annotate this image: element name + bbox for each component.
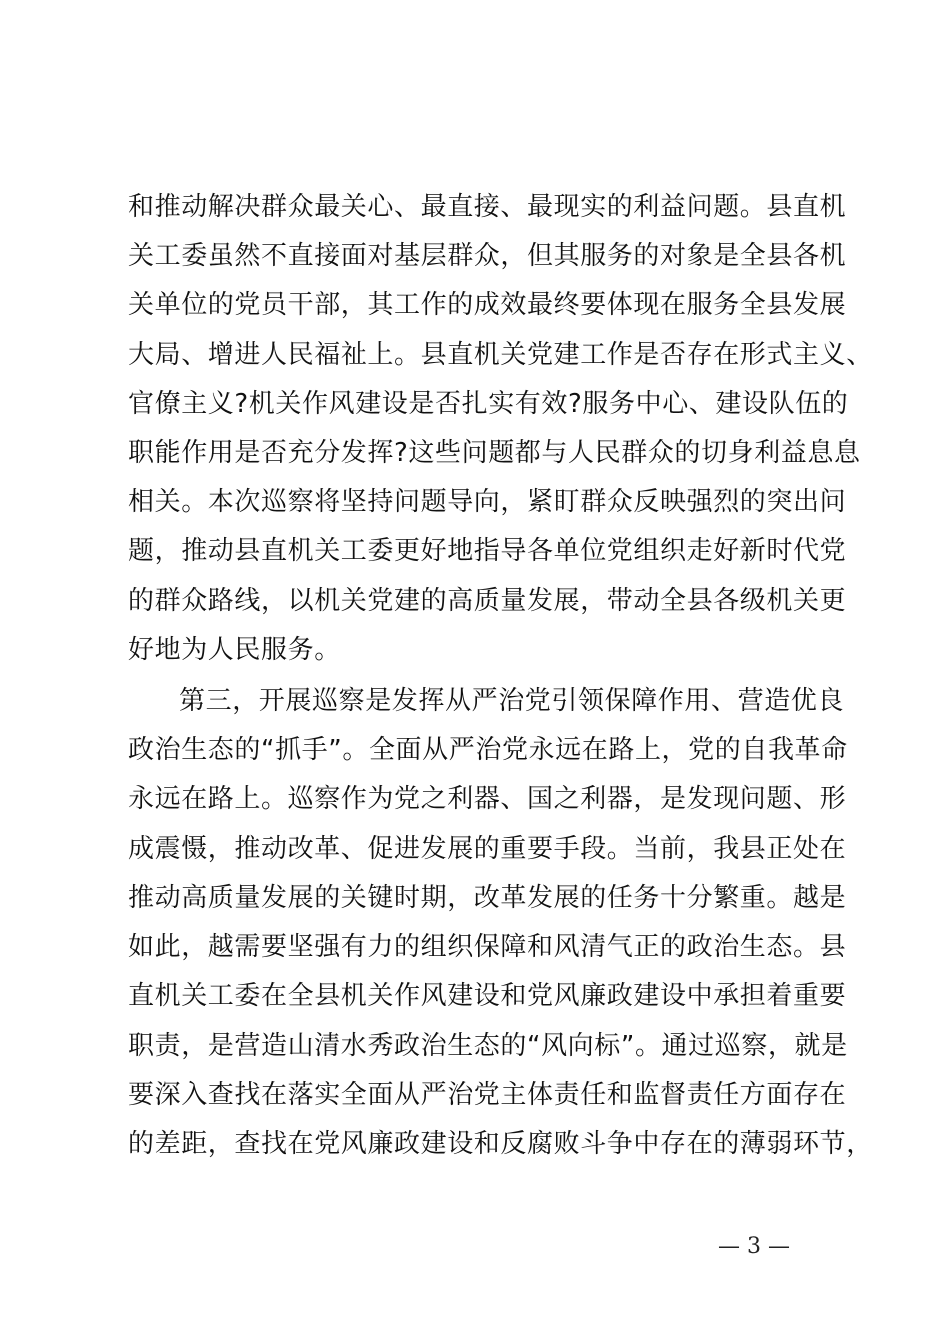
text-line: 关工委虽然不直接面对基层群众，但其服务的对象是全县各机 (128, 241, 847, 271)
text-line: 的群众路线，以机关党建的高质量发展，带动全县各级机关更 (128, 586, 847, 616)
text-line: 第三，开展巡察是发挥从严治党引领保障作用、营造优良 (179, 686, 845, 716)
text-line: 大局、增进人民福祉上。县直机关党建工作是否存在形式主义、 (128, 340, 873, 370)
text-line: 的差距，查找在党风廉政建设和反腐败斗争中存在的薄弱环节， (128, 1129, 873, 1159)
text-line: 职责，是营造山清水秀政治生态的“风向标”。通过巡察，就是 (128, 1031, 848, 1061)
text-line: 如此，越需要坚强有力的组织保障和风清气正的政治生态。县 (128, 932, 847, 962)
text-line: 关单位的党员干部，其工作的成效最终要体现在服务全县发展 (128, 290, 847, 320)
text-line: 要深入查找在落实全面从严治党主体责任和监督责任方面存在 (128, 1080, 847, 1110)
text-line: 官僚主义?机关作风建设是否扎实有效?服务中心、建设队伍的 (128, 389, 849, 419)
text-line: 题，推动县直机关工委更好地指导各单位党组织走好新时代党 (128, 536, 847, 566)
text-line: 永远在路上。巡察作为党之利器、国之利器，是发现问题、形 (128, 784, 847, 814)
text-line: 和推动解决群众最关心、最直接、最现实的利益问题。县直机 (128, 192, 847, 222)
text-line: 直机关工委在全县机关作风建设和党风廉政建设中承担着重要 (128, 981, 847, 1011)
page-number: — 3 — (718, 1234, 790, 1259)
text-line: 推动高质量发展的关键时期，改革发展的任务十分繁重。越是 (128, 883, 847, 913)
text-line: 政治生态的“抓手”。全面从严治党永远在路上，党的自我革命 (128, 735, 848, 765)
text-line: 职能作用是否充分发挥?这些问题都与人民群众的切身利益息息 (128, 438, 861, 468)
text-line: 成震慑，推动改革、促进发展的重要手段。当前，我县正处在 (128, 834, 847, 864)
text-line: 好地为人民服务。 (128, 635, 341, 665)
text-line: 相关。本次巡察将坚持问题导向，紧盯群众反映强烈的突出问 (128, 487, 847, 517)
